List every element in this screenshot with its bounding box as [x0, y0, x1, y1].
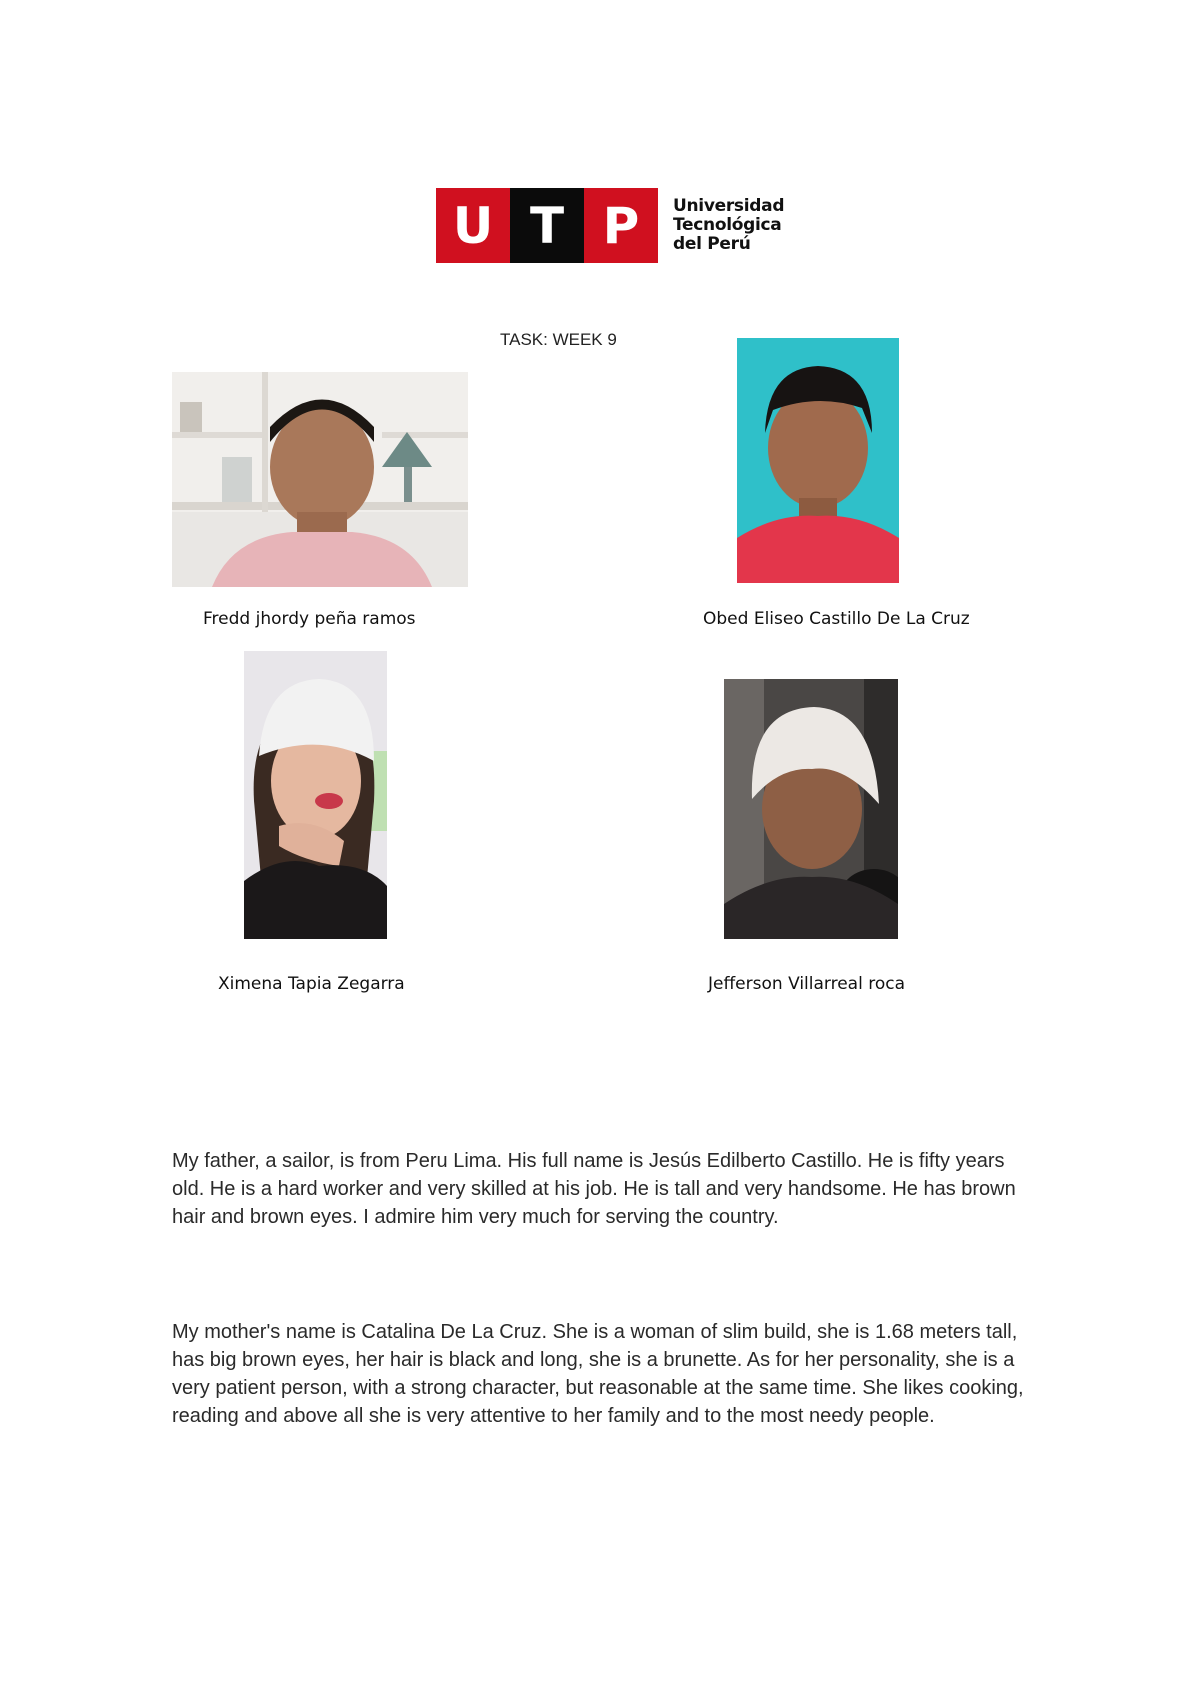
logo-line-1: Universidad [673, 196, 785, 216]
member-photo-1 [172, 372, 468, 587]
logo-wordmark [673, 197, 784, 254]
member-photo-4 [724, 679, 898, 939]
member-name-1: Fredd jhordy peña ramos [203, 609, 416, 629]
task-title: TASK: WEEK 9 [500, 330, 617, 349]
logo-letter-t: T [510, 188, 584, 263]
logo-line-2: Tecnológica [673, 215, 782, 235]
paragraph-mother: My mother's name is Catalina De La Cruz. She is a woman of slim build, she is 1.68 meters tall, has big brown eyes, her hair is black and long, she is a brunette. As for her personality, she is a very patient person, with a strong character, but reasonable at the same time. She likes cooking, reading and above all she is very attentive to her family and to the most needy people. [172, 1321, 1024, 1427]
member-name-4: Jefferson Villarreal roca [708, 974, 906, 994]
logo-letter-u: U [436, 188, 510, 263]
member-photo-3 [244, 651, 387, 939]
member-name-3: Ximena Tapia Zegarra [218, 974, 405, 994]
logo-letter-p: P [584, 188, 658, 263]
member-name-2: Obed Eliseo Castillo De La Cruz [703, 609, 970, 629]
utp-logo [436, 188, 785, 263]
paragraph-father: My father, a sailor, is from Peru Lima. His full name is Jesús Edilberto Castillo. He is fifty years old. He is a hard worker and very skilled at his job. He is tall and very handsome. He has brown hair and brown eyes. I admire him very much for serving the country. [172, 1150, 1016, 1228]
logo-line-3: del Perú [673, 234, 751, 254]
member-photo-2 [737, 338, 899, 583]
